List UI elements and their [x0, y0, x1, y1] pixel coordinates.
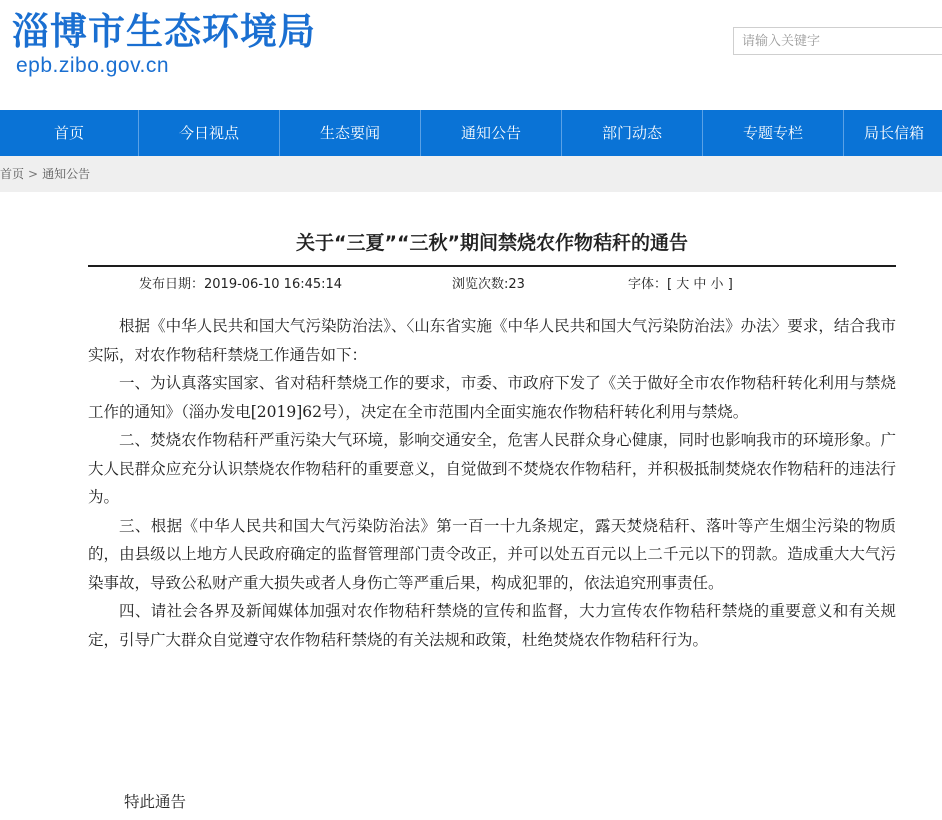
nav-item-home[interactable]: 首页 — [0, 110, 139, 156]
article-paragraph: 二、焚烧农作物秸秆严重污染大气环境，影响交通安全，危害人民群众身心健康，同时也影响我市的环境形象。广大人民群众应充分认识禁烧农作物秸秆的重要意义，自觉做到不焚烧农作物秸秆，并积极抵制焚烧农作物秸秆的违法行为。 — [88, 431, 896, 506]
nav-item-eco-news[interactable]: 生态要闻 — [280, 110, 421, 156]
article-title: 关于“三夏”“三秋”期间禁烧农作物秸秆的通告 — [296, 232, 688, 254]
font-size-large[interactable]: 大 — [676, 277, 690, 292]
article-paragraph: 四、请社会各界及新闻媒体加强对农作物秸秆禁烧的宣传和监督，大力宣传农作物秸秆禁烧的重要意义和有关规定，引导广大群众自觉遵守农作物秸秆禁烧的有关法规和政策，杜绝焚烧农作物秸秆行为。 — [88, 602, 896, 649]
font-size-small[interactable]: 小 — [710, 277, 724, 292]
article-paragraph: 根据《中华人民共和国大气污染防治法》、〈山东省实施《中华人民共和国大气污染防治法》办法〉要求，结合我市实际，对农作物秸秆禁烧工作通告如下： — [88, 317, 896, 364]
article-paragraph: 一、为认真落实国家、省对秸秆禁烧工作的要求，市委、市政府下发了《关于做好全市农作物秸秆转化利用与禁烧工作的通知》（淄办发电[2019]62号），决定在全市范围内全面实施农作物秸秆转化利用与禁烧。 — [88, 374, 896, 421]
site-url[interactable]: epb.zibo.gov.cn — [16, 54, 170, 77]
breadcrumb-current[interactable]: 通知公告 — [42, 167, 91, 181]
publish-date: 发布日期：2019-06-10 16:45:14 — [139, 277, 343, 292]
breadcrumb — [0, 156, 942, 192]
nav-item-today[interactable]: 今日视点 — [139, 110, 280, 156]
site-header — [0, 0, 942, 110]
font-size-switcher — [628, 276, 733, 294]
font-size-close-bracket: ] — [727, 277, 733, 292]
nav-item-dept-news[interactable]: 部门动态 — [562, 110, 703, 156]
title-divider — [88, 265, 896, 267]
nav-item-notices[interactable]: 通知公告 — [421, 110, 562, 156]
article-closing: 特此通告 — [124, 793, 187, 811]
article-body — [88, 312, 896, 654]
breadcrumb-separator: > — [28, 167, 39, 181]
article-paragraph: 三、根据《中华人民共和国大气污染防治法》第一百一十九条规定，露天焚烧秸秆、落叶等产生烟尘污染的物质的，由县级以上地方人民政府确定的监督管理部门责令改正，并可以处五百元以上二千元以下的罚款。造成重大大气污染事故，导致公私财产重大损失或者人身伤亡等严重后果，构成犯罪的，依法追究刑事责任。 — [88, 516, 896, 592]
main-nav — [0, 110, 942, 156]
view-count: 浏览次数:23 — [452, 277, 525, 292]
nav-item-special[interactable]: 专题专栏 — [703, 110, 844, 156]
breadcrumb-home[interactable]: 首页 — [0, 167, 25, 181]
font-size-label: 字体：[ — [628, 277, 673, 292]
nav-item-mailbox[interactable]: 局长信箱 — [864, 124, 925, 142]
font-size-medium[interactable]: 中 — [693, 277, 707, 292]
search-input[interactable] — [733, 27, 942, 55]
site-title[interactable]: 淄博市生态环境局 — [12, 10, 316, 53]
